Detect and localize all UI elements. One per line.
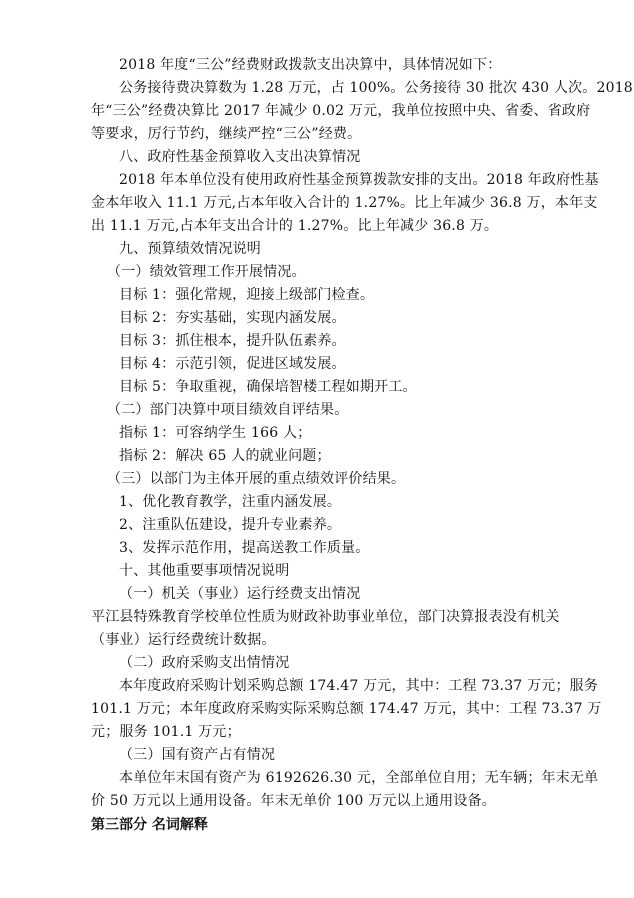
paragraph-line: 等要求，厉行节约，继续严控“三公”经费。 xyxy=(91,126,362,142)
list-item: 目标 1：强化常规，迎接上级部门检查。 xyxy=(119,287,375,303)
paragraph-line: （事业）运行经费统计数据。 xyxy=(91,632,276,648)
paragraph-line: 出 11.1 万元,占本年支出合计的 1.27%。比上年减少 36.8 万。 xyxy=(91,218,499,234)
paragraph-line: 2018 年本单位没有使用政府性基金预算拨款安排的支出。2018 年政府性基 xyxy=(119,172,599,188)
list-item: 指标 2：解决 65 人的就业问题； xyxy=(119,448,331,464)
paragraph-line: 元；服务 101.1 万元； xyxy=(91,724,241,740)
list-item: 目标 3：抓住根本，提升队伍素养。 xyxy=(119,333,346,349)
subsection-heading: （一）绩效管理工作开展情况。 xyxy=(107,264,306,280)
paragraph-line: 2018 年度“三公”经费财政拨款支出决算中，具体情况如下： xyxy=(119,57,502,73)
subsection-heading: （一）机关（事业）运行经费支出情况 xyxy=(119,586,361,602)
paragraph-line: 价 50 万元以上通用设备。年末无单价 100 万元以上通用设备。 xyxy=(91,793,496,809)
list-item: 目标 4：示范引领，促进区域发展。 xyxy=(119,356,346,372)
list-item: 3、发挥示范作用，提高送教工作质量。 xyxy=(119,540,370,556)
section-heading: 九、预算绩效情况说明 xyxy=(119,241,261,257)
part-heading: 第三部分 名词解释 xyxy=(91,817,208,833)
paragraph-line: 本单位年末国有资产为 6192626.30 元，全部单位自用；无车辆；年末无单 xyxy=(119,770,599,786)
subsection-heading: （二）政府采购支出情情况 xyxy=(119,655,290,671)
list-item: 2、注重队伍建设，提升专业素养。 xyxy=(119,517,342,533)
section-heading: 十、其他重要事项情况说明 xyxy=(119,563,290,579)
subsection-heading: （三）国有资产占有情况 xyxy=(119,747,276,763)
list-item: 目标 5：争取重视，确保培智楼工程如期开工。 xyxy=(119,379,417,395)
subsection-heading: （三）以部门为主体开展的重点绩效评价结果。 xyxy=(107,471,406,487)
subsection-heading: （二）部门决算中项目绩效自评结果。 xyxy=(107,402,349,418)
paragraph-line: 金本年收入 11.1 万元,占本年收入合计的 1.27%。比上年减少 36.8 万，本年支 xyxy=(91,195,598,211)
paragraph-line: 本年度政府采购计划采购总额 174.47 万元，其中：工程 73.37 万元；服务 xyxy=(119,678,599,694)
list-item: 指标 1：可容纳学生 166 人； xyxy=(119,425,312,441)
list-item: 目标 2：夯实基础，实现内涵发展。 xyxy=(119,310,346,326)
section-heading: 八、政府性基金预算收入支出决算情况 xyxy=(119,149,361,165)
paragraph-line: 年“三公”经费决算比 2017 年减少 0.02 万元，我单位按照中央、省委、省政府 xyxy=(91,103,591,119)
paragraph-line: 公务接待费决算数为 1.28 万元，占 100%。公务接待 30 批次 430 人次。2018 xyxy=(119,80,633,96)
paragraph-line: 101.1 万元；本年度政府采购实际采购总额 174.47 万元，其中：工程 73.37 万 xyxy=(91,701,602,717)
list-item: 1、优化教育教学，注重内涵发展。 xyxy=(119,494,342,510)
paragraph-line: 平江县特殊教育学校单位性质为财政补助事业单位，部门决算报表没有机关 xyxy=(91,609,560,625)
